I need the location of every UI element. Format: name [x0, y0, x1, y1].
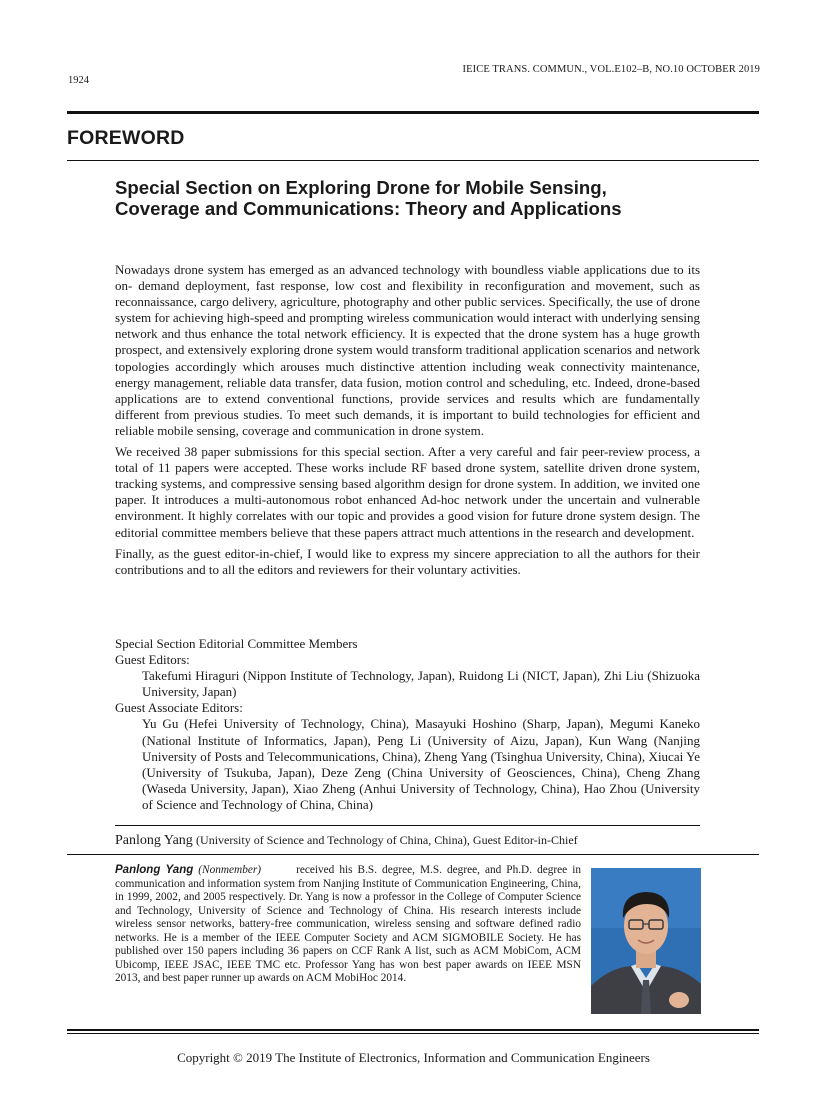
foreword-body: [115, 262, 700, 583]
committee-section: [115, 636, 700, 813]
title-line-1: Special Section on Exploring Drone for Mobile Sensing,: [115, 177, 607, 198]
bio-text: received his B.S. degree, M.S. degree, and Ph.D. degree in communication and information system from Nanjing Institute of Communication Engineering, China, in 1999, 2002, and 2005 respectively. Dr. Yang is now a professor in the College of Computer Science and Technology, University of Science and Technology of China. His research interests include wireless sensor networks, battery-free communication, wireless sensing and software defined radio networks. He is a member of the IEEE Computer Society and ACM SIGMOBILE Society. He has published over 150 papers including 36 papers on CCF Rank A list, such as ACM MobiCom, ACM Ubicomp, IEEE JSAC, IEEE TMC etc. Professor Yang has won best paper awards on IEEE MSN 2013, and best paper runner up awards on ACM MobiHoc 2014.: [115, 864, 581, 984]
author-photo-illustration: [591, 868, 701, 1014]
section-label: FOREWORD: [67, 127, 185, 149]
committee-heading: Special Section Editorial Committee Members: [115, 636, 358, 651]
paragraph: Nowadays drone system has emerged as an advanced technology with boundless viable applications due to its on- demand deployment, fast response, low cost and flexibility in reconfiguration and movement, such as reconnaissance, cargo delivery, agriculture, photography and other public services. Specifically, the use of drone system for achieving high-speed and prompting wireless communication would interact with underlying sensing network and thus enhance the total network efficiency. It is expected that the drone system has a huge growth prospect, and extensively exploring drone system would transform traditional application scenarios and network topologies accordingly which arouses much distinctive attention including weak connectivity maintenance, energy management, reliable data transfer, data fusion, motion control and scheduling, etc. Indeed, drone-based applications are to extend conventional functions, provide services and results which are fundamentally different from previous studies. To meet such demands, it is important to build technologies for efficient and reliable mobile sensing, coverage and communication in drone system.: [115, 262, 700, 438]
footer-rule-bottom: [67, 1033, 759, 1034]
bio-rule: [67, 854, 759, 855]
paragraph: We received 38 paper submissions for this special section. After a very careful and fair peer-review process, a total of 11 papers were accepted. These works include RF based drone system, satellite driven drone system, tracking systems, and compressive sensing based algorithm design for drone system. In addition, we invited one paper. It introduces a multi-autonomous robot enhanced Ad-hoc network under the uncertain and vulnerable environment. It highly correlates with our topic and provides a good vision for future drone system design. The editorial committee members believe that these papers attract much attentions in the research and development.: [115, 444, 700, 540]
associate-editors-label: Guest Associate Editors:: [115, 700, 243, 716]
guest-editors-label: Guest Editors:: [115, 652, 190, 668]
bio-membership: (Nonmember): [198, 864, 262, 876]
signature-rule: [115, 825, 700, 826]
page-title: [115, 177, 715, 219]
signature-name: Panlong Yang: [115, 833, 193, 848]
associate-editors-list: Yu Gu (Hefei University of Technology, China), Masayuki Hoshino (Sharp, Japan), Megumi Kaneko (National Institute of Informatics, Japan), Peng Li (University of Aizu, Japan), Kun Wang (Nanjing University of Posts and Telecommunications, China), Zheng Yang (Tsinghua University, China), Xiucai Ye (University of Tsukuba, Japan), Deze Zeng (China University of Geosciences, China), Cheng Zhang (Waseda University, Japan), Xiao Zheng (Anhui University of Technology, China), Hao Zhou (University of Science and Technology of China, China): [142, 716, 700, 812]
footer-rule-top: [67, 1029, 759, 1031]
author-photo: [591, 868, 701, 1014]
signature-affiliation: (University of Science and Technology of China, China), Guest Editor-in-Chief: [196, 833, 578, 847]
bio-name: Panlong Yang: [115, 864, 194, 876]
author-biography: [115, 864, 581, 986]
paragraph: Finally, as the guest editor-in-chief, I would like to express my sincere appreciation to all the authors for their contributions and to all the editors and reviewers for their voluntary activities.: [115, 545, 700, 577]
title-line-2: Coverage and Communications: Theory and Applications: [115, 198, 622, 219]
signature: [115, 832, 578, 849]
guest-editors-list: Takefumi Hiraguri (Nippon Institute of Technology, Japan), Ruidong Li (NICT, Japan), Zhi Liu (Shizuoka University, Japan): [142, 668, 700, 700]
top-rule: [67, 111, 759, 114]
journal-header: IEICE TRANS. COMMUN., VOL.E102–B, NO.10 OCTOBER 2019: [462, 64, 760, 75]
section-rule: [67, 160, 759, 161]
copyright-notice: Copyright © 2019 The Institute of Electronics, Information and Communication Engineers: [177, 1050, 650, 1065]
page-number: 1924: [68, 75, 89, 86]
